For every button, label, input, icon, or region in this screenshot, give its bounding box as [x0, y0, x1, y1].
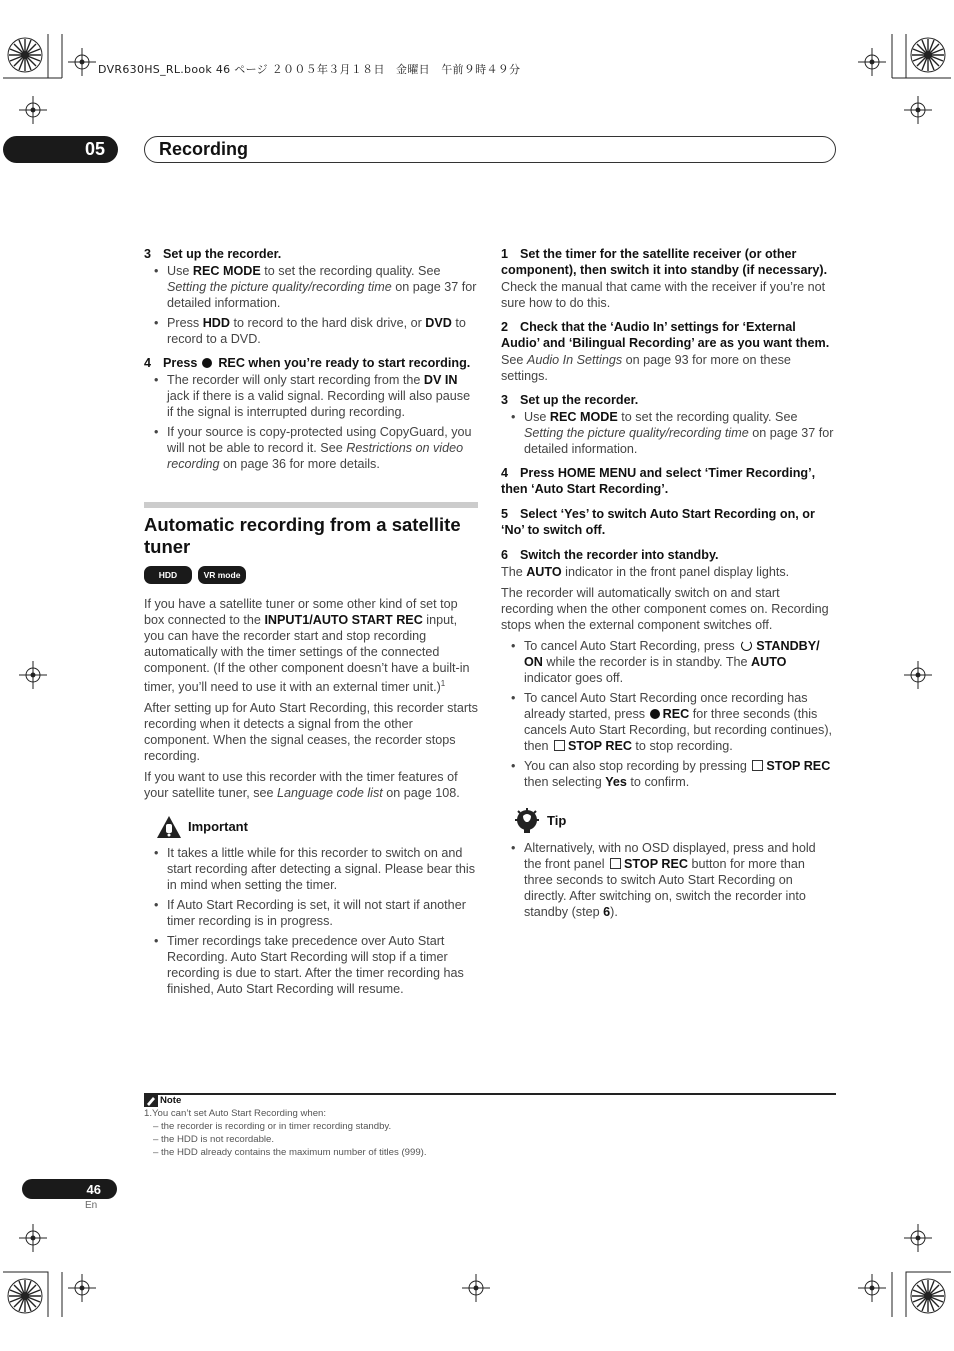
warning-hand-icon	[156, 815, 182, 839]
mode-badges	[144, 566, 478, 584]
important-callout	[156, 815, 478, 839]
footnote	[144, 1094, 427, 1159]
bullet-copyguard: • If your source is copy-protected using CopyGuard, you will not be able to record it. See Restrictions on video recording on page 36 for more details.	[144, 424, 478, 472]
section-title: Automatic recording from a satellite tuner	[144, 514, 461, 557]
bullet-cancel-recording: • To cancel Auto Start Recording once recording has already started, press REC for three seconds (this cancels Auto Start Recording, but recording continues), then STOP REC to stop recording.	[501, 690, 835, 754]
section-divider	[144, 502, 478, 508]
bullet-hdd-dvd: • Press HDD to record to the hard disk drive, or DVD to record to a DVD.	[144, 315, 478, 347]
tip-lightbulb-icon	[513, 808, 541, 834]
left-column	[144, 246, 478, 1001]
note-pencil-icon	[144, 1094, 158, 1107]
step-3: 3 Set up the recorder.	[501, 393, 639, 407]
power-icon	[741, 640, 752, 651]
step-4: 4 Press HOME MENU and select ‘Timer Recording’, then ‘Auto Start Recording’.	[501, 466, 816, 496]
record-dot-icon	[650, 709, 660, 719]
tip-callout	[513, 808, 835, 834]
important-item: • Timer recordings take precedence over Auto Start Recording. Auto Start Recording will stop if a timer recording is due to start. After the timer recording has finished, Auto Start Recording will resume.	[144, 933, 478, 997]
step-1-body: Check the manual that came with the receiver if you’re not sure how to do this.	[501, 280, 826, 310]
right-column	[501, 246, 835, 924]
bullet-rec-mode: • Use REC MODE to set the recording quality. See Setting the picture quality/recording time on page 37 for detailed information.	[501, 409, 835, 457]
step-6-detail: The recorder will automatically switch on and start recording when the other component comes on. Recording stops when the external component switches off.	[501, 586, 829, 632]
note-line: – the HDD already contains the maximum number of titles (999).	[153, 1147, 427, 1158]
page-number: 46	[22, 1179, 117, 1199]
step-3: 3 Set up the recorder.	[144, 247, 282, 261]
important-label: Important	[188, 819, 248, 835]
step-5: 5 Select ‘Yes’ to switch Auto Start Recording on, or ‘No’ to switch off.	[501, 507, 815, 537]
step-6-body: The AUTO indicator in the front panel display lights.	[501, 565, 790, 579]
bullet-stop-rec: • You can also stop recording by pressing STOP REC then selecting Yes to confirm.	[501, 758, 835, 790]
footnote-ref: 1	[440, 679, 446, 688]
note-line: 1.You can’t set Auto Start Recording when:	[144, 1108, 327, 1119]
chapter-title: Recording	[144, 136, 836, 163]
record-dot-icon	[202, 358, 212, 368]
note-line: – the HDD is not recordable.	[153, 1134, 275, 1145]
language-code: En	[85, 1200, 98, 1211]
intro-paragraph: If you have a satellite tuner or some other kind of set top box connected to the INPUT1/AUTO START REC input, you can have the recorder start and stop recording automatically with the timer settings of the connected component. (If the other component doesn’t have a built-in timer, you’ll need to use it with an external timer unit.)$^1$	[144, 597, 470, 695]
stop-square-icon	[554, 740, 565, 751]
bullet-dv-in: • The recorder will only start recording from the DV IN jack if there is a valid signal. Recording will also pause if the signal is interrupted during recording.	[144, 372, 478, 420]
bullet-rec-mode: • Use REC MODE to set the recording quality. See Setting the picture quality/recording time on page 37 for detailed information.	[144, 263, 478, 311]
important-item: • It takes a little while for this recorder to switch on and start recording after detecting a signal. Please bear this in mind when setting the timer.	[144, 845, 478, 893]
tip-label: Tip	[547, 813, 567, 828]
stop-square-icon	[752, 760, 763, 771]
hdd-badge: HDD	[144, 566, 192, 584]
setup-paragraph: After setting up for Auto Start Recording, this recorder starts recording when it detects a signal from the other component. When the signal ceases, the recorder stops recording.	[144, 701, 478, 764]
note-line: – the recorder is recording or in timer recording standby.	[153, 1121, 392, 1132]
vr-mode-badge: VR mode	[198, 566, 246, 584]
note-label: Note	[160, 1095, 182, 1106]
step-2: 2 Check that the ‘Audio In’ settings for ‘External Audio’ and ‘Bilingual Recording’ are as you want them.	[501, 320, 830, 350]
step-4: 4 Press REC when you’re ready to start recording.	[144, 356, 471, 370]
step-1: 1 Set the timer for the satellite receiver (or other component), then switch it into standby (if necessary).	[501, 247, 828, 277]
stop-square-icon	[610, 858, 621, 869]
print-header: DVR630HS_RL.book 46 ページ ２００５年３月１８日 金曜日 午前９時４９分	[98, 63, 521, 76]
step-6: 6 Switch the recorder into standby.	[501, 548, 719, 562]
step-2-body: See Audio In Settings on page 93 for more on these settings.	[501, 353, 791, 383]
chapter-number: 05	[3, 136, 118, 163]
tip-item: • Alternatively, with no OSD displayed, press and hold the front panel STOP REC button for more than three seconds to switch Auto Start Recording on directly. After switching on, switch the recorder into standby (step 6).	[501, 840, 835, 920]
important-item: • If Auto Start Recording is set, it will not start if another timer recording is in progress.	[144, 897, 478, 929]
bullet-cancel-standby: • To cancel Auto Start Recording, press STANDBY/ ON while the recorder is in standby. The AUTO indicator goes off.	[501, 638, 835, 686]
timer-paragraph: If you want to use this recorder with the timer features of your satellite tuner, see Language code list on page 108.	[144, 770, 460, 801]
